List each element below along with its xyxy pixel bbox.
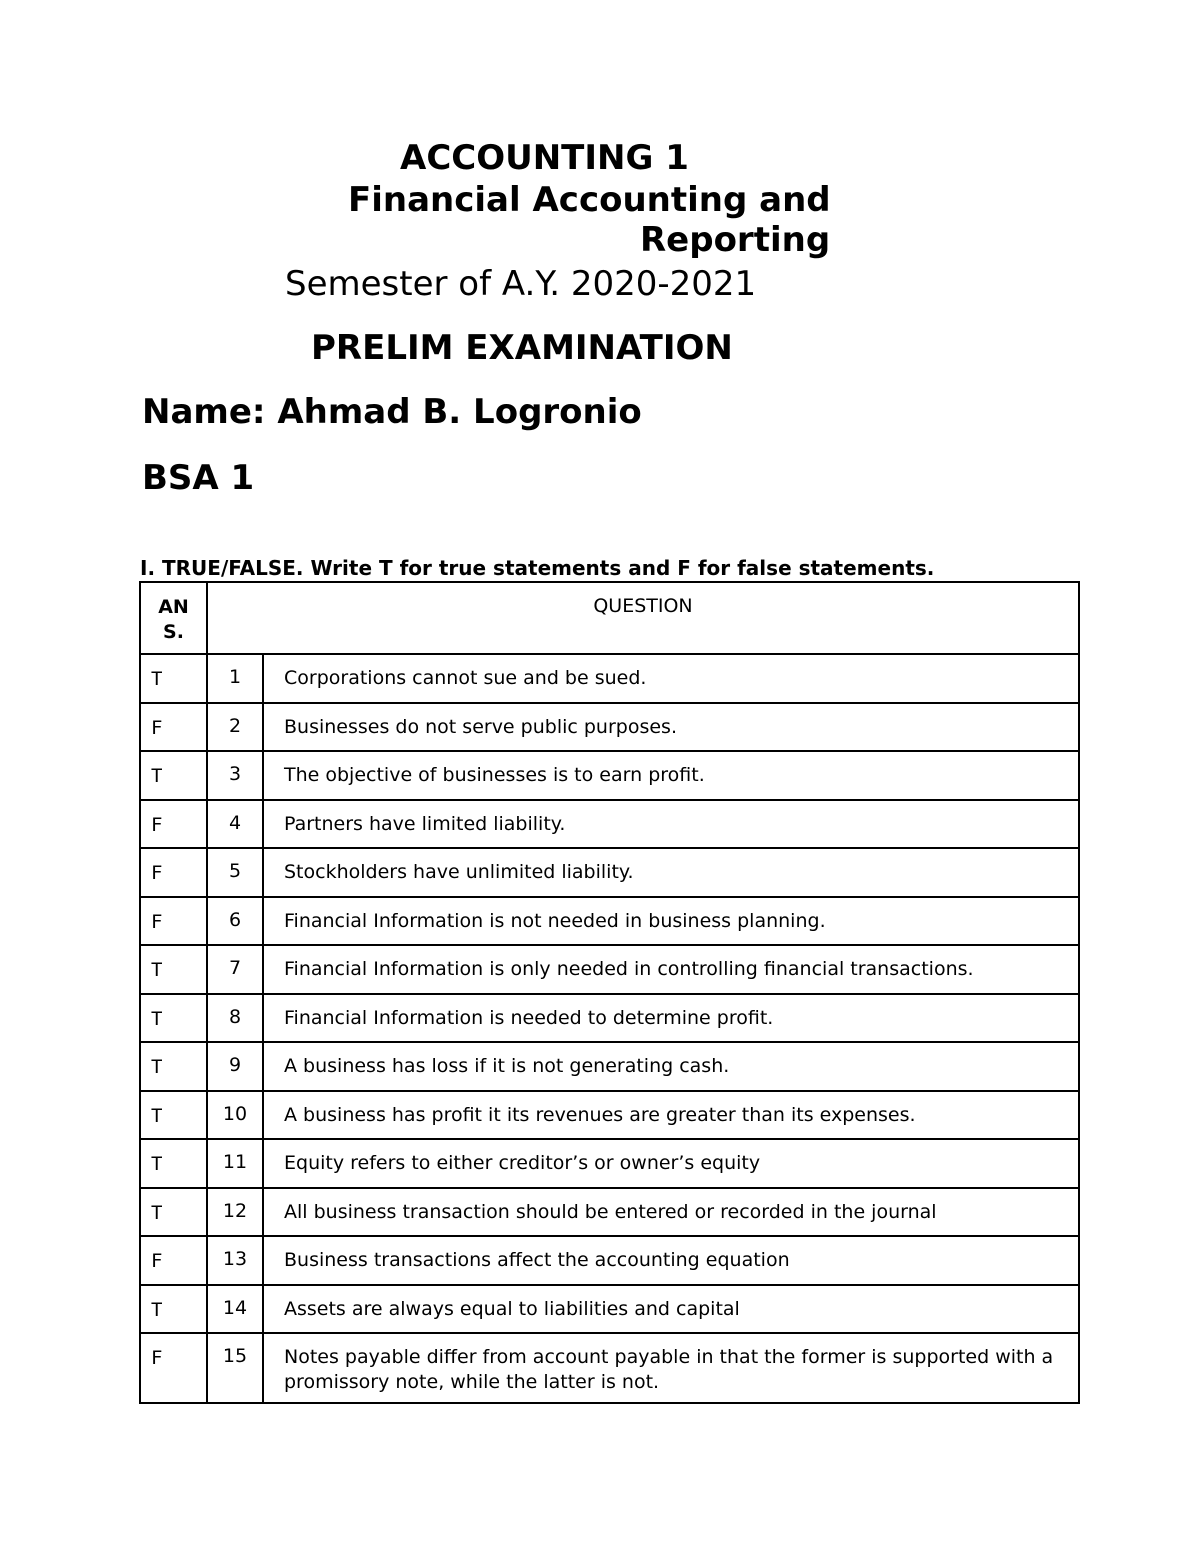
course-title-line2: Reporting (640, 220, 831, 260)
answer-cell: F (140, 897, 207, 946)
header-question: QUESTION (207, 582, 1079, 654)
table-row (140, 945, 1079, 994)
table-row (140, 703, 1079, 752)
item-number-cell: 15 (207, 1333, 263, 1403)
item-number-cell: 7 (207, 945, 263, 994)
answer-cell: F (140, 1236, 207, 1285)
question-cell: Corporations cannot sue and be sued. (263, 654, 1079, 703)
table-row (140, 1188, 1079, 1237)
section-instructions: I. TRUE/FALSE. Write T for true statements and F for false statements. (140, 556, 935, 580)
true-false-table (139, 581, 1080, 1404)
question-cell: Financial Information is not needed in business planning. (263, 897, 1079, 946)
answer-cell: F (140, 800, 207, 849)
header-answer-line1: AN (158, 596, 189, 618)
question-cell: A business has profit it its revenues are greater than its expenses. (263, 1091, 1079, 1140)
item-number-cell: 6 (207, 897, 263, 946)
table-row (140, 848, 1079, 897)
answer-cell: T (140, 994, 207, 1043)
item-number-cell: 8 (207, 994, 263, 1043)
item-number-cell: 1 (207, 654, 263, 703)
answer-cell: T (140, 654, 207, 703)
question-cell: Equity refers to either creditor’s or owner’s equity (263, 1139, 1079, 1188)
table-row (140, 654, 1079, 703)
table-row (140, 1236, 1079, 1285)
question-cell: Partners have limited liability. (263, 800, 1079, 849)
question-cell: Business transactions affect the accounting equation (263, 1236, 1079, 1285)
answer-cell: T (140, 1285, 207, 1334)
student-name: Name: Ahmad B. Logronio (142, 392, 642, 432)
item-number-cell: 5 (207, 848, 263, 897)
header-answer-line2: S. (163, 621, 184, 643)
question-cell: All business transaction should be entered or recorded in the journal (263, 1188, 1079, 1237)
item-number-cell: 10 (207, 1091, 263, 1140)
item-number-cell: 2 (207, 703, 263, 752)
question-cell: Assets are always equal to liabilities and capital (263, 1285, 1079, 1334)
question-cell: Financial Information is needed to determine profit. (263, 994, 1079, 1043)
table-row (140, 994, 1079, 1043)
question-cell: Financial Information is only needed in controlling financial transactions. (263, 945, 1079, 994)
item-number-cell: 9 (207, 1042, 263, 1091)
answer-cell: T (140, 1139, 207, 1188)
table-header-row (140, 582, 1079, 654)
semester: Semester of A.Y. 2020-2021 (285, 264, 757, 304)
answer-cell: T (140, 945, 207, 994)
table-row (140, 800, 1079, 849)
table-row (140, 751, 1079, 800)
answer-cell: F (140, 703, 207, 752)
table-row (140, 897, 1079, 946)
header-answer (140, 582, 207, 654)
course-code: ACCOUNTING 1 (400, 138, 689, 178)
item-number-cell: 3 (207, 751, 263, 800)
answer-cell: F (140, 1333, 207, 1403)
answer-cell: T (140, 1042, 207, 1091)
item-number-cell: 14 (207, 1285, 263, 1334)
item-number-cell: 12 (207, 1188, 263, 1237)
table-row (140, 1091, 1079, 1140)
question-cell: Businesses do not serve public purposes. (263, 703, 1079, 752)
answer-cell: T (140, 1091, 207, 1140)
table-row (140, 1333, 1079, 1403)
question-cell: Notes payable differ from account payable in that the former is supported with a promissory note, while the latter is not. (263, 1333, 1079, 1403)
table-row (140, 1139, 1079, 1188)
item-number-cell: 4 (207, 800, 263, 849)
course-title-line1: Financial Accounting and (348, 180, 831, 220)
table-body (140, 654, 1079, 1403)
exam-title: PRELIM EXAMINATION (311, 328, 733, 368)
course-section: BSA 1 (142, 458, 255, 498)
question-cell: The objective of businesses is to earn profit. (263, 751, 1079, 800)
item-number-cell: 11 (207, 1139, 263, 1188)
answer-cell: T (140, 751, 207, 800)
question-cell: A business has loss if it is not generating cash. (263, 1042, 1079, 1091)
table-row (140, 1285, 1079, 1334)
question-cell: Stockholders have unlimited liability. (263, 848, 1079, 897)
item-number-cell: 13 (207, 1236, 263, 1285)
answer-cell: F (140, 848, 207, 897)
answer-cell: T (140, 1188, 207, 1237)
table-row (140, 1042, 1079, 1091)
